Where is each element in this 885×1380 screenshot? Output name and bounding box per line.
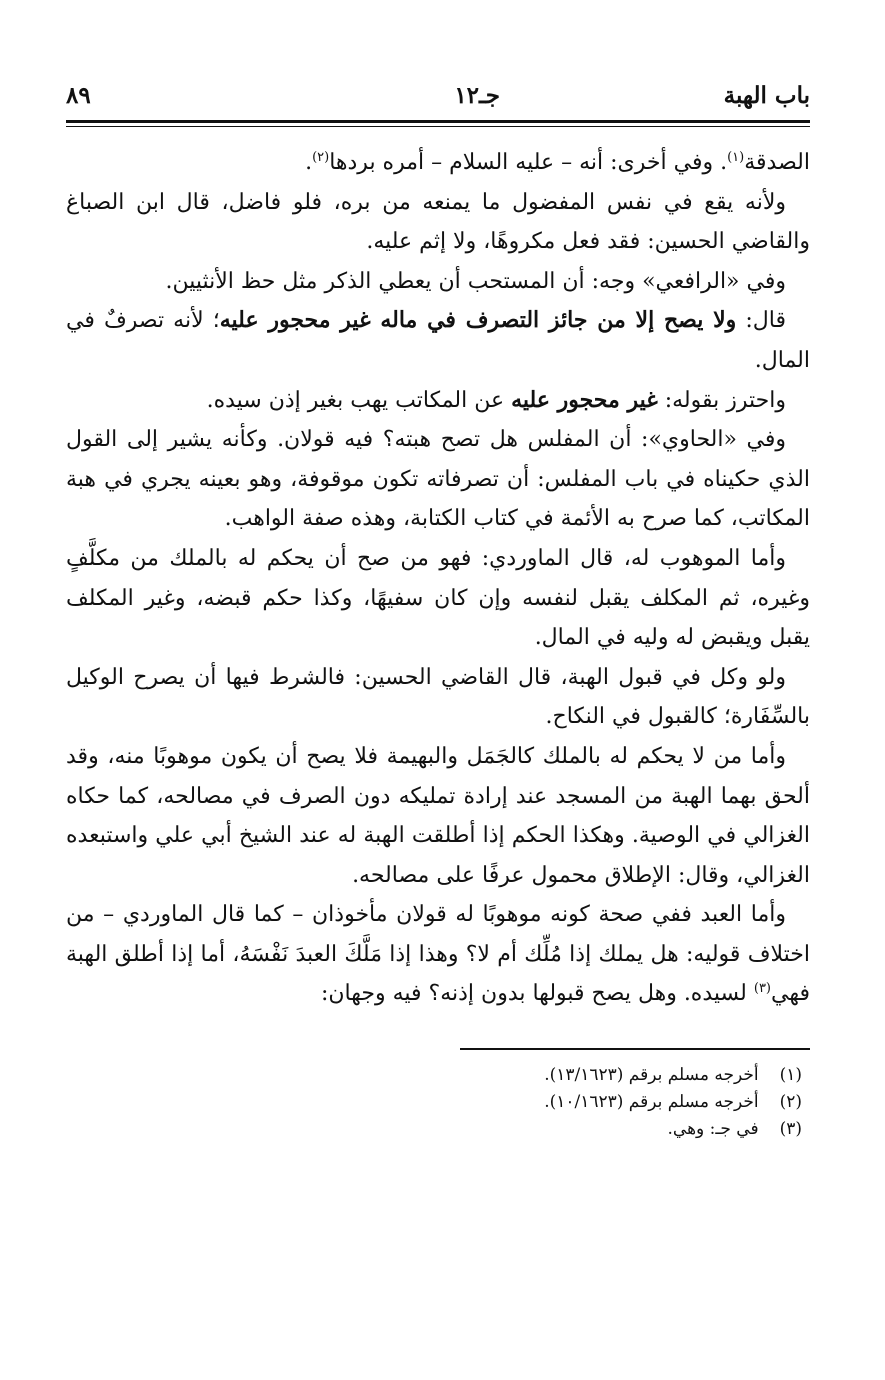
text-run: الصدقة (744, 150, 810, 175)
chapter-title: باب الهبة (723, 82, 810, 109)
text-run: . (305, 150, 313, 175)
text-run: عن المكاتب يهب بغير إذن سيده. (206, 387, 512, 413)
footnote (66, 1116, 810, 1143)
paragraph-5 (66, 381, 810, 421)
footnote-ref-3: (٣) (753, 981, 771, 997)
running-header (66, 78, 810, 118)
paragraph-6: وفي «الحاوي»: أن المفلس هل تصح هبته؟ فيه قولان. وكأنه يشير إلى القول الذي حكيناه في باب المفلس: أن تصرفاته تكون موقوفة، وهو بعينه يجري في هبة المكاتب، كما صرح به الأئمة في كتاب الكتابة، وهذه صفة الواهب. (66, 427, 810, 532)
footnote (66, 1062, 810, 1089)
footnote-number: (٣) (779, 1118, 802, 1139)
page-number: ٨٩ (66, 82, 91, 109)
footnote-text: في جـ: وهي. (667, 1118, 759, 1139)
footnote-number: (٢) (779, 1091, 802, 1112)
text-run: . وفي أخرى: أنه – عليه السلام – أمره بردها (329, 150, 728, 175)
text-run: لسيده. وهل يصح قبولها بدون إذنه؟ فيه وجهان: (320, 981, 754, 1007)
footnote-number: (١) (779, 1064, 802, 1085)
main-text (66, 143, 810, 1014)
paragraph-8: ولو وكل في قبول الهبة، قال القاضي الحسين: فالشرط فيها أن يصرح الوكيل بالسِّفَارة؛ كالقبول في النكاح. (66, 664, 810, 730)
text-run: ؛ لأنه تصرفٌ في المال. (66, 308, 810, 373)
footnote-separator (460, 1048, 810, 1050)
footnote-ref-2: (٢) (312, 150, 330, 165)
matn-quote: غير محجور عليه (511, 386, 658, 413)
footnote (66, 1089, 810, 1116)
footnote-ref-1: (١) (727, 150, 745, 165)
paragraph-4 (66, 301, 810, 380)
text-run: واحترز بقوله: (657, 387, 786, 413)
matn-text: ولا يصح إلا من جائز التصرف في ماله غير محجور عليه (219, 307, 737, 334)
header-rule-thick (66, 120, 810, 123)
paragraph-3: وفي «الرافعي» وجه: أن المستحب أن يعطي الذكر مثل حظ الأنثيين. (165, 268, 786, 294)
volume-label: جـ١٢ (454, 82, 500, 109)
text-run: قال: (736, 308, 787, 334)
footnote-text: أخرجه مسلم برقم (١٣/١٦٢٣). (544, 1064, 759, 1085)
paragraph-9: وأما من لا يحكم له بالملك كالجَمَل والبهيمة فلا يصح أن يكون موهوبًا منه، وقد ألحق بهما الهبة من المسجد عند إرادة تمليكه دون الصرف في مصالحه، كما حكاه الغزالي في الوصية. وهكذا الحكم إذا أطلقت الهبة له عند الشيخ أبي علي واستبعده الغزالي، وقال: الإطلاق محمول عرفًا على مصالحه. (66, 743, 810, 888)
book-page (66, 78, 810, 1143)
paragraph-7: وأما الموهوب له، قال الماوردي: فهو من صح أن يحكم له بالملك من مكلَّفٍ وغيره، ثم المكلف يقبل لنفسه وإن كان سفيهًا، وكذا حكم قبضه، وغير المكلف يقبل ويقبض له وليه في المال. (66, 545, 810, 651)
footnote-text: أخرجه مسلم برقم (١٠/١٦٢٣). (544, 1091, 759, 1112)
paragraph-10 (66, 895, 810, 1014)
paragraph-2: ولأنه يقع في نفس المفضول ما يمنعه من بره، فلو فاضل، قال ابن الصباغ والقاضي الحسين: فقد فعل مكروهًا، ولا إثم عليه. (66, 189, 810, 255)
text-run: وأما العبد ففي صحة كونه موهوبًا له قولان مأخوذان – كما قال الماوردي – من اختلاف قوليه: هل يملك إذا مُلِّك أم لا؟ وهذا إذا مَلَّكَ العبدَ نَفْسَهُ، أما إذا أطلق الهبة فهي (66, 902, 810, 1007)
header-rule-thin (66, 126, 810, 127)
paragraph-1 (66, 143, 810, 183)
footnotes (66, 1062, 810, 1143)
